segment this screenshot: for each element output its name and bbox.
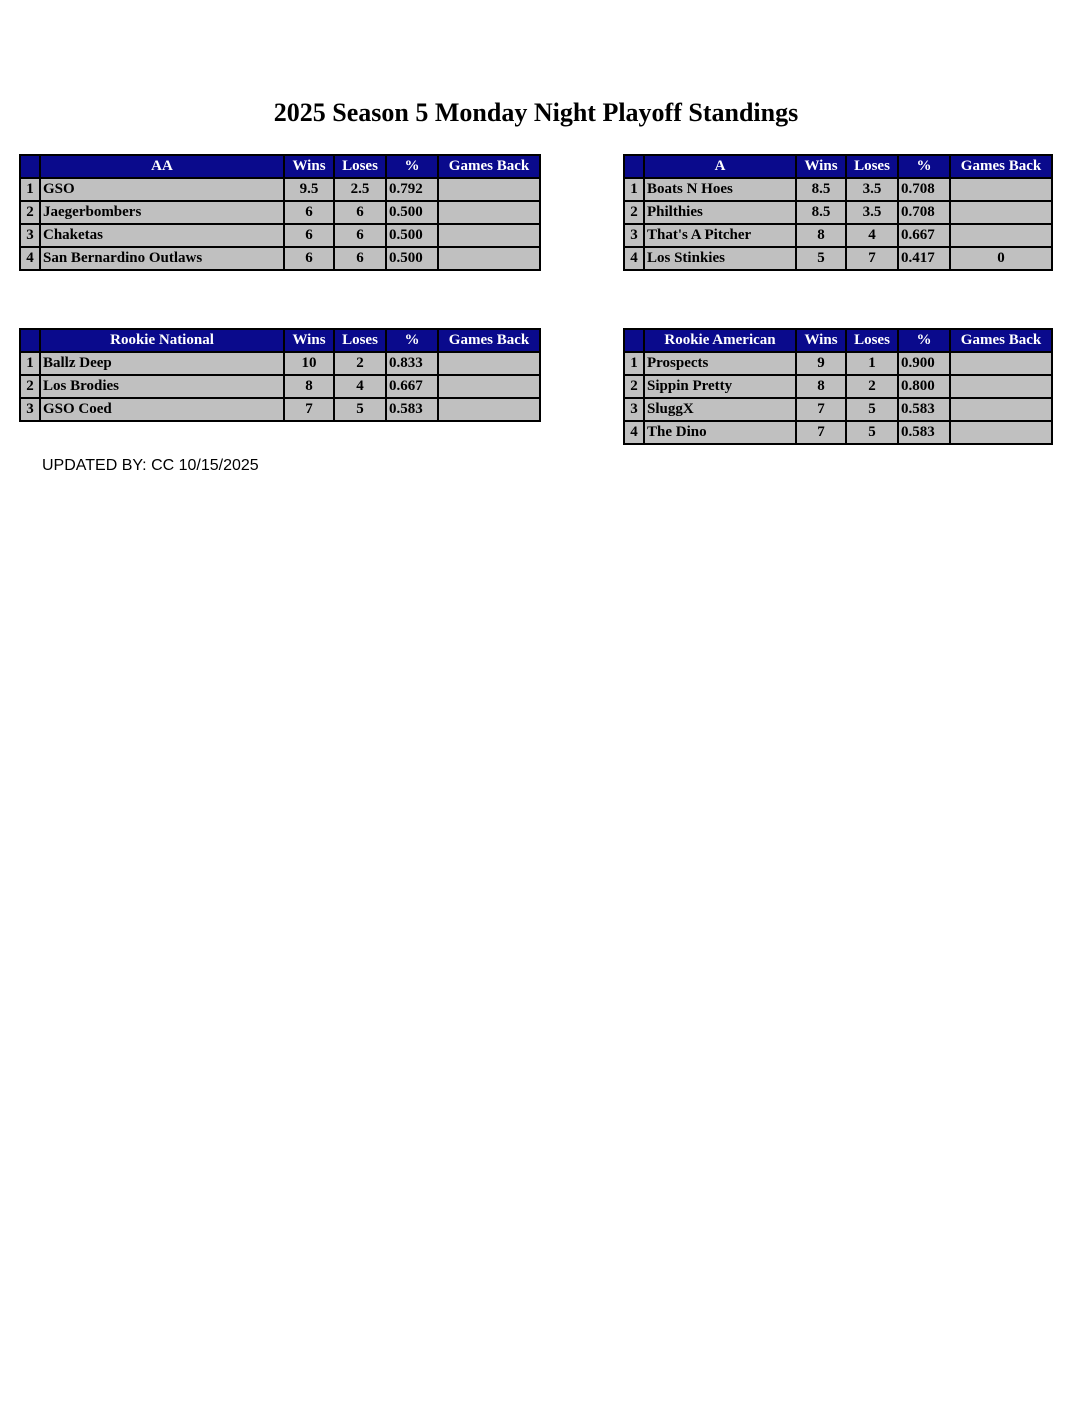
- rank-cell: 3: [624, 224, 644, 247]
- loses-cell: 5: [846, 398, 898, 421]
- loses-cell: 1: [846, 352, 898, 375]
- games-back-cell: [438, 201, 540, 224]
- pct-cell: 0.900: [898, 352, 950, 375]
- rank-cell: 2: [20, 375, 40, 398]
- wins-cell: 7: [796, 421, 846, 444]
- loses-header: Loses: [334, 329, 386, 352]
- pct-cell: 0.500: [386, 201, 438, 224]
- wins-cell: 7: [796, 398, 846, 421]
- rank-cell: 2: [624, 375, 644, 398]
- rank-cell: 2: [624, 201, 644, 224]
- wins-header: Wins: [284, 329, 334, 352]
- pct-header: %: [898, 329, 950, 352]
- loses-cell: 6: [334, 201, 386, 224]
- pct-cell: 0.583: [386, 398, 438, 421]
- team-cell: Los Brodies: [40, 375, 284, 398]
- pct-cell: 0.792: [386, 178, 438, 201]
- team-cell: Jaegerbombers: [40, 201, 284, 224]
- games-back-cell: [950, 398, 1052, 421]
- games-back-header: Games Back: [950, 155, 1052, 178]
- table-row: [624, 421, 1052, 444]
- team-cell: Los Stinkies: [644, 247, 796, 270]
- pct-cell: 0.583: [898, 398, 950, 421]
- loses-header: Loses: [334, 155, 386, 178]
- wins-cell: 8.5: [796, 201, 846, 224]
- loses-cell: 3.5: [846, 201, 898, 224]
- loses-cell: 5: [334, 398, 386, 421]
- rank-cell: 1: [20, 352, 40, 375]
- rank-cell: 1: [624, 178, 644, 201]
- division-name: Rookie American: [644, 329, 796, 352]
- loses-cell: 2: [846, 375, 898, 398]
- loses-header: Loses: [846, 329, 898, 352]
- table-row: [624, 398, 1052, 421]
- table-row: [20, 247, 540, 270]
- rank-header: [20, 329, 40, 352]
- division-name: AA: [40, 155, 284, 178]
- pct-cell: 0.667: [898, 224, 950, 247]
- loses-cell: 2.5: [334, 178, 386, 201]
- header-row: [20, 329, 540, 352]
- games-back-cell: [438, 375, 540, 398]
- pct-cell: 0.500: [386, 224, 438, 247]
- loses-cell: 3.5: [846, 178, 898, 201]
- wins-cell: 9.5: [284, 178, 334, 201]
- loses-cell: 4: [846, 224, 898, 247]
- rank-cell: 3: [624, 398, 644, 421]
- standings-table-aa: [19, 154, 541, 271]
- table-row: [624, 224, 1052, 247]
- pct-cell: 0.667: [386, 375, 438, 398]
- table-row: [20, 201, 540, 224]
- loses-cell: 5: [846, 421, 898, 444]
- team-cell: Philthies: [644, 201, 796, 224]
- table-row: [624, 375, 1052, 398]
- division-name: Rookie National: [40, 329, 284, 352]
- team-cell: Chaketas: [40, 224, 284, 247]
- pct-cell: 0.583: [898, 421, 950, 444]
- team-cell: Prospects: [644, 352, 796, 375]
- standings-table-a: [623, 154, 1053, 271]
- division-name: A: [644, 155, 796, 178]
- games-back-cell: 0: [950, 247, 1052, 270]
- pct-cell: 0.417: [898, 247, 950, 270]
- table-row: [20, 178, 540, 201]
- wins-cell: 6: [284, 247, 334, 270]
- wins-header: Wins: [796, 329, 846, 352]
- pct-header: %: [386, 329, 438, 352]
- team-cell: SluggX: [644, 398, 796, 421]
- rank-cell: 1: [20, 178, 40, 201]
- loses-cell: 2: [334, 352, 386, 375]
- rank-cell: 3: [20, 224, 40, 247]
- wins-cell: 8: [796, 375, 846, 398]
- table-row: [20, 398, 540, 421]
- games-back-cell: [950, 178, 1052, 201]
- wins-cell: 8: [796, 224, 846, 247]
- rank-cell: 1: [624, 352, 644, 375]
- team-cell: Ballz Deep: [40, 352, 284, 375]
- standings-table-rookie-national: [19, 328, 541, 422]
- header-row: [624, 155, 1052, 178]
- wins-cell: 7: [284, 398, 334, 421]
- rank-cell: 4: [624, 421, 644, 444]
- games-back-cell: [950, 375, 1052, 398]
- table-row: [624, 247, 1052, 270]
- team-cell: San Bernardino Outlaws: [40, 247, 284, 270]
- header-row: [20, 155, 540, 178]
- rank-cell: 3: [20, 398, 40, 421]
- team-cell: The Dino: [644, 421, 796, 444]
- loses-cell: 6: [334, 247, 386, 270]
- rank-cell: 4: [20, 247, 40, 270]
- rank-header: [624, 155, 644, 178]
- team-cell: GSO Coed: [40, 398, 284, 421]
- pct-header: %: [386, 155, 438, 178]
- games-back-cell: [950, 352, 1052, 375]
- table-row: [624, 201, 1052, 224]
- page-title: 2025 Season 5 Monday Night Playoff Standings: [273, 98, 799, 127]
- games-back-cell: [950, 224, 1052, 247]
- games-back-cell: [950, 421, 1052, 444]
- table-row: [20, 224, 540, 247]
- loses-header: Loses: [846, 155, 898, 178]
- games-back-header: Games Back: [438, 329, 540, 352]
- pct-cell: 0.800: [898, 375, 950, 398]
- table-row: [624, 178, 1052, 201]
- games-back-cell: [438, 178, 540, 201]
- rank-cell: 4: [624, 247, 644, 270]
- table-row: [624, 352, 1052, 375]
- updated-by-note: UPDATED BY: CC 10/15/2025: [42, 457, 259, 474]
- games-back-cell: [438, 224, 540, 247]
- pct-header: %: [898, 155, 950, 178]
- rank-cell: 2: [20, 201, 40, 224]
- team-cell: Boats N Hoes: [644, 178, 796, 201]
- rank-header: [624, 329, 644, 352]
- table-row: [20, 352, 540, 375]
- wins-cell: 6: [284, 201, 334, 224]
- loses-cell: 6: [334, 224, 386, 247]
- games-back-header: Games Back: [950, 329, 1052, 352]
- wins-cell: 6: [284, 224, 334, 247]
- team-cell: GSO: [40, 178, 284, 201]
- loses-cell: 7: [846, 247, 898, 270]
- pct-cell: 0.833: [386, 352, 438, 375]
- wins-header: Wins: [796, 155, 846, 178]
- games-back-cell: [438, 398, 540, 421]
- wins-cell: 10: [284, 352, 334, 375]
- games-back-header: Games Back: [438, 155, 540, 178]
- games-back-cell: [438, 352, 540, 375]
- team-cell: Sippin Pretty: [644, 375, 796, 398]
- games-back-cell: [438, 247, 540, 270]
- pct-cell: 0.708: [898, 178, 950, 201]
- wins-cell: 8.5: [796, 178, 846, 201]
- table-row: [20, 375, 540, 398]
- team-cell: That's A Pitcher: [644, 224, 796, 247]
- wins-cell: 5: [796, 247, 846, 270]
- wins-header: Wins: [284, 155, 334, 178]
- pct-cell: 0.500: [386, 247, 438, 270]
- standings-table-rookie-american: [623, 328, 1053, 445]
- wins-cell: 9: [796, 352, 846, 375]
- loses-cell: 4: [334, 375, 386, 398]
- rank-header: [20, 155, 40, 178]
- pct-cell: 0.708: [898, 201, 950, 224]
- wins-cell: 8: [284, 375, 334, 398]
- header-row: [624, 329, 1052, 352]
- games-back-cell: [950, 201, 1052, 224]
